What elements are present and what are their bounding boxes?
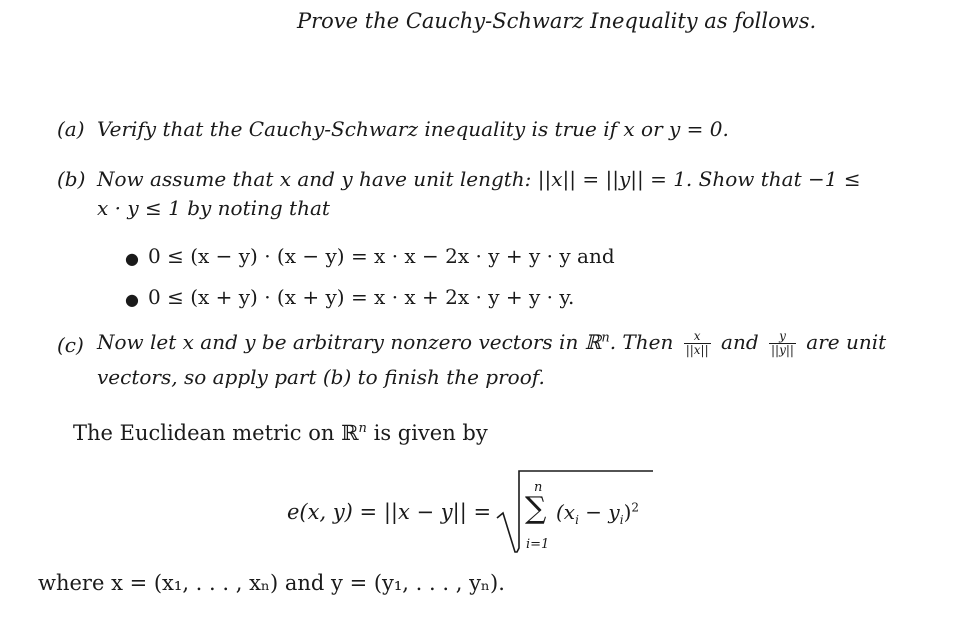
sum-term-sub-1: i — [575, 513, 579, 527]
fraction-y-over-norm-y — [769, 330, 796, 357]
where-line: where x = (x₁, . . . , xₙ) and y = (y₁, . . . , yₙ). — [38, 571, 505, 595]
part-c-line1-text-a: Now let x and y be arbitrary nonzero vectors in ℝ — [97, 330, 602, 354]
part-c-superscript: n — [601, 330, 610, 346]
metric-lhs: e(x, y) = ||x − y|| = — [287, 500, 492, 524]
sigma-icon: ∑ — [525, 491, 547, 526]
fraction-x-over-norm-x — [684, 330, 711, 357]
fraction-numerator: y — [779, 329, 786, 343]
sum-term-exponent: 2 — [631, 500, 640, 515]
part-a-label: (a) — [57, 117, 85, 141]
bullet-icon: ● — [125, 290, 139, 309]
bullet-icon: ● — [125, 249, 139, 268]
fraction-denominator: ||y|| — [770, 343, 794, 357]
part-b-label: (b) — [57, 167, 86, 191]
part-c-line1-text-b: . Then — [609, 330, 674, 354]
fraction-denominator: ||x|| — [685, 343, 709, 357]
part-a-text: Verify that the Cauchy-Schwarz inequality is true if x or y = 0. — [97, 117, 729, 141]
sum-term — [556, 500, 639, 527]
metric-intro-text-b: is given by — [366, 421, 488, 445]
metric-intro — [73, 421, 488, 445]
metric-intro-text-a: The Euclidean metric on ℝ — [73, 421, 359, 445]
sum-term-sub-2: i — [619, 513, 624, 527]
part-c-line2: vectors, so apply part (b) to finish the proof. — [97, 365, 545, 389]
part-b-bullet-2: 0 ≤ (x + y) · (x + y) = x · x + 2x · y + y · y. — [148, 285, 575, 309]
sum-term-b: − y — [578, 500, 620, 524]
sum-lower-limit: i=1 — [526, 537, 550, 552]
part-c-line1 — [97, 330, 886, 357]
sum-upper-limit: n — [534, 480, 543, 495]
metric-intro-superscript: n — [358, 421, 367, 436]
part-c-label: (c) — [57, 333, 84, 357]
page-heading: Prove the Cauchy-Schwarz Inequality as follows. — [297, 9, 817, 33]
fraction-numerator: x — [693, 329, 701, 343]
part-c-line1-text-c: and — [721, 330, 759, 354]
part-c-line1-text-d: are unit — [806, 330, 887, 354]
part-b-line1: Now assume that x and y have unit length: ||x|| = ||y|| = 1. Show that −1 ≤ — [97, 167, 861, 191]
part-b-line2: x · y ≤ 1 by noting that — [97, 196, 330, 220]
part-b-bullet-1: 0 ≤ (x − y) · (x − y) = x · x − 2x · y + y · y and — [148, 244, 615, 268]
sum-term-a: (x — [556, 500, 576, 524]
sum-term-c: ) — [623, 500, 632, 524]
